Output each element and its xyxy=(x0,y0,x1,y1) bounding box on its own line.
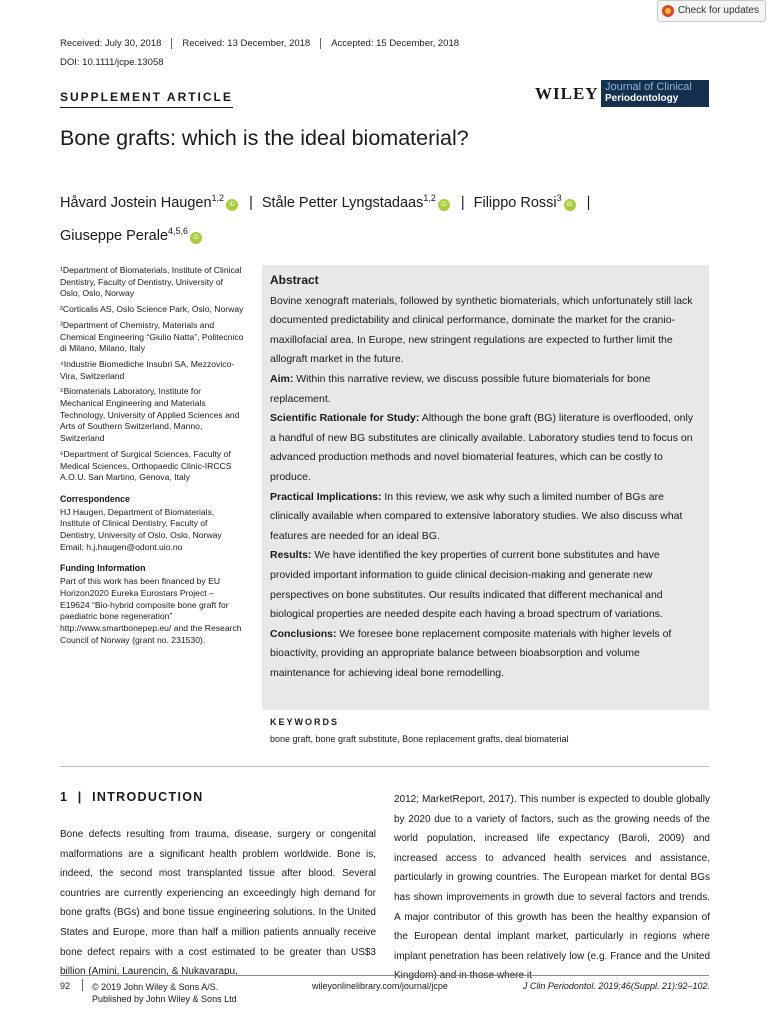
author-affiliation: 1,2 xyxy=(211,193,225,203)
article-type: SUPPLEMENT ARTICLE xyxy=(60,90,233,108)
author-name[interactable]: Filippo Rossi xyxy=(473,194,557,211)
author-affiliation: 1,2 xyxy=(423,193,436,203)
orcid-icon[interactable]: iD xyxy=(190,232,202,244)
affiliation: ³Department of Chemistry, Materials and Chemical Engineering “Giulio Natta”, Politecnico di Milano, Milano, Italy xyxy=(60,319,244,354)
copyright-text: © 2019 John Wiley & Sons A/S. xyxy=(92,982,219,992)
conclusions-text: We foresee bone replacement composite materials with higher levels of bioactivity, providing an appropriate balance between bioabsorption and volume maintenance for achieving ideal bone remodelling. xyxy=(270,627,672,679)
abstract-box xyxy=(262,265,709,710)
revised-date: Received: 13 December, 2018 xyxy=(171,38,320,49)
orcid-icon[interactable]: iD xyxy=(226,199,238,211)
affiliation: ⁵Biomaterials Laboratory, Institute for Mechanical Engineering and Materials Technology, University of Applied Sciences and Arts of Southern Switzerland, Manno, Switzerland xyxy=(60,386,240,444)
journal-logo xyxy=(601,80,709,107)
affiliation: ²Corticalis AS, Oslo Science Park, Oslo, Norway xyxy=(60,304,244,315)
article-dates xyxy=(60,38,469,49)
footer-divider xyxy=(60,975,709,976)
abstract-aim xyxy=(270,370,701,409)
rationale-text: Although the bone graft (BG) literature is overflooded, only a handful of new BG substitutes are clinically available. Laboratory studies tend to focus on advanced production methods and novel biomaterial features, which can be costly to produce. xyxy=(270,412,694,483)
journal-logo-line1: Journal of Clinical xyxy=(605,81,692,93)
crossmark-icon xyxy=(662,5,674,17)
body-column-right: 2012; MarketReport, 2017). This number is expected to double globally by 2020 due to a variety of factors, such as the growing needs of the world population, increased life expectancy (Baroli, 2009) and increased access to advanced health services and assistance, particularly in growing countries. The European market for dental BGs has shown improvements in growth due to several factors and trends. A major contributor of this growth has been the healthy expansion of the European dental implant market, particularly in regions where implant penetration has been relatively low (e.g. France and the United Kingdom) and in those where it xyxy=(394,794,710,982)
results-label: Results: xyxy=(270,549,312,562)
affiliation: ⁴Industrie Biomediche Insubri SA, Mezzovico-Vira, Switzerland xyxy=(60,358,235,381)
orcid-icon[interactable]: iD xyxy=(564,199,576,211)
affiliation: ⁶Department of Surgical Sciences, Faculty of Medical Sciences, Orthopaedic Clinic-IRCCS A.O.U. San Martino, Genova, Italy xyxy=(60,448,232,483)
introduction-heading: 1 | INTRODUCTION xyxy=(60,790,204,804)
journal-logo-line2: Periodontology xyxy=(605,93,679,104)
section-divider xyxy=(60,766,709,767)
abstract-conclusions xyxy=(270,625,701,684)
correspondence-text: HJ Haugen, Department of Biomaterials, Institute of Clinical Dentistry, Faculty of Dentistry, University of Oslo, Oslo, Norway xyxy=(60,506,222,541)
doi[interactable]: DOI: 10.1111/jcpe.13058 xyxy=(60,57,164,68)
journal-url[interactable]: wileyonlinelibrary.com/journal/jcpe xyxy=(312,981,448,991)
article-title: Bone grafts: which is the ideal biomaterial? xyxy=(60,126,469,150)
abstract-results xyxy=(270,546,701,624)
check-updates-label: Check for updates xyxy=(677,5,759,16)
page-number: 92 xyxy=(60,981,71,991)
conclusions-label: Conclusions: xyxy=(270,627,337,640)
author-name[interactable]: Giuseppe Perale xyxy=(60,227,169,244)
author-name[interactable]: Ståle Petter Lyngstadaas xyxy=(261,194,424,211)
publisher-logo: WILEY xyxy=(535,84,599,103)
journal-citation: J Clin Periodontol. 2019;46(Suppl. 21):92–102. xyxy=(522,981,710,991)
aim-label: Aim: xyxy=(270,372,294,385)
author-separator: | xyxy=(460,194,465,211)
abstract-practical xyxy=(270,488,701,547)
aim-text: Within this narrative review, we discuss possible future biomaterials for bone replacement. xyxy=(270,372,651,405)
affiliation: ¹Department of Biomaterials, Institute of Clinical Dentistry, Faculty of Dentistry, University of Oslo, Oslo, Norway xyxy=(60,265,242,299)
author-affiliation: 3 xyxy=(556,193,562,203)
funding-heading: Funding Information xyxy=(60,563,146,574)
orcid-icon[interactable]: iD xyxy=(438,199,450,211)
footer-copyright xyxy=(92,981,237,1005)
keywords-text: bone graft, bone graft substitute, Bone replacement grafts, deal biomaterial xyxy=(270,734,569,744)
funding-text: Part of this work has been financed by EU Horizon2020 Eureka Eurostars Project – E19624 “Bio-hybrid composite bone graft for paediatric bone regeneration” http://www.smartbonepep.eu/ and the Research Council of Norway (grant no. 231530). xyxy=(60,576,242,645)
keywords-heading: KEYWORDS xyxy=(270,717,340,727)
accepted-date: Accepted: 15 December, 2018 xyxy=(320,38,469,49)
abstract-intro: Bovine xenograft materials, followed by synthetic biomaterials, which unfortunately still lack documented predictability and clinical performance, dominate the market for the cranio-maxillofacial area. In Europe, new stringent regulations are expected to further limit the allograft market in the future. xyxy=(270,294,693,366)
practical-text: In this review, we ask why such a limited number of BGs are clinically available when compared to extensive laboratory studies. We also discuss what features are needed for an ideal BG. xyxy=(270,490,683,542)
publisher-text: Published by John Wiley & Sons Ltd xyxy=(92,994,237,1004)
abstract-heading: Abstract xyxy=(270,273,319,287)
abstract-rationale xyxy=(270,409,701,487)
practical-label: Practical Implications: xyxy=(270,490,382,503)
rationale-label: Scientific Rationale for Study: xyxy=(270,412,420,425)
affiliation-column xyxy=(60,265,245,650)
correspondence-heading: Correspondence xyxy=(60,493,130,504)
footer-separator xyxy=(82,979,83,991)
author-separator: | xyxy=(586,194,591,211)
author-affiliation: 4,5,6 xyxy=(168,225,189,236)
received-date: Received: July 30, 2018 xyxy=(60,38,162,49)
results-text: We have identified the key properties of current bone substitutes and have provided important information to guide clinical decision-making and generate new perspectives on bone substitutes. Our results indicated that different mechanical and biological properties are needed despite each having a broad spectrum of variations. xyxy=(270,549,663,621)
author-list xyxy=(60,184,720,250)
top-bar xyxy=(0,0,768,22)
author-name[interactable]: Håvard Jostein Haugen xyxy=(60,194,212,211)
check-updates-button[interactable] xyxy=(657,0,766,22)
body-column-left: Bone defects resulting from trauma, disease, surgery or congenital malformations are a significant health problem worldwide. Bone is, indeed, the second most transplanted tissue after blood. Several countries are currently experiencing an exceedingly high demand for bone grafts (BGs) and bone tissue engineering solutions. In the United States and Europe, more than half a million patients annually receive bone defect repairs with a cost estimated to be greater than US$3 billion (Amini, Laurencin, & Nukavarapu, xyxy=(60,829,376,978)
correspondence-email[interactable]: Email: h.j.haugen@odont.uio.no xyxy=(60,541,183,552)
author-separator: | xyxy=(249,194,253,211)
